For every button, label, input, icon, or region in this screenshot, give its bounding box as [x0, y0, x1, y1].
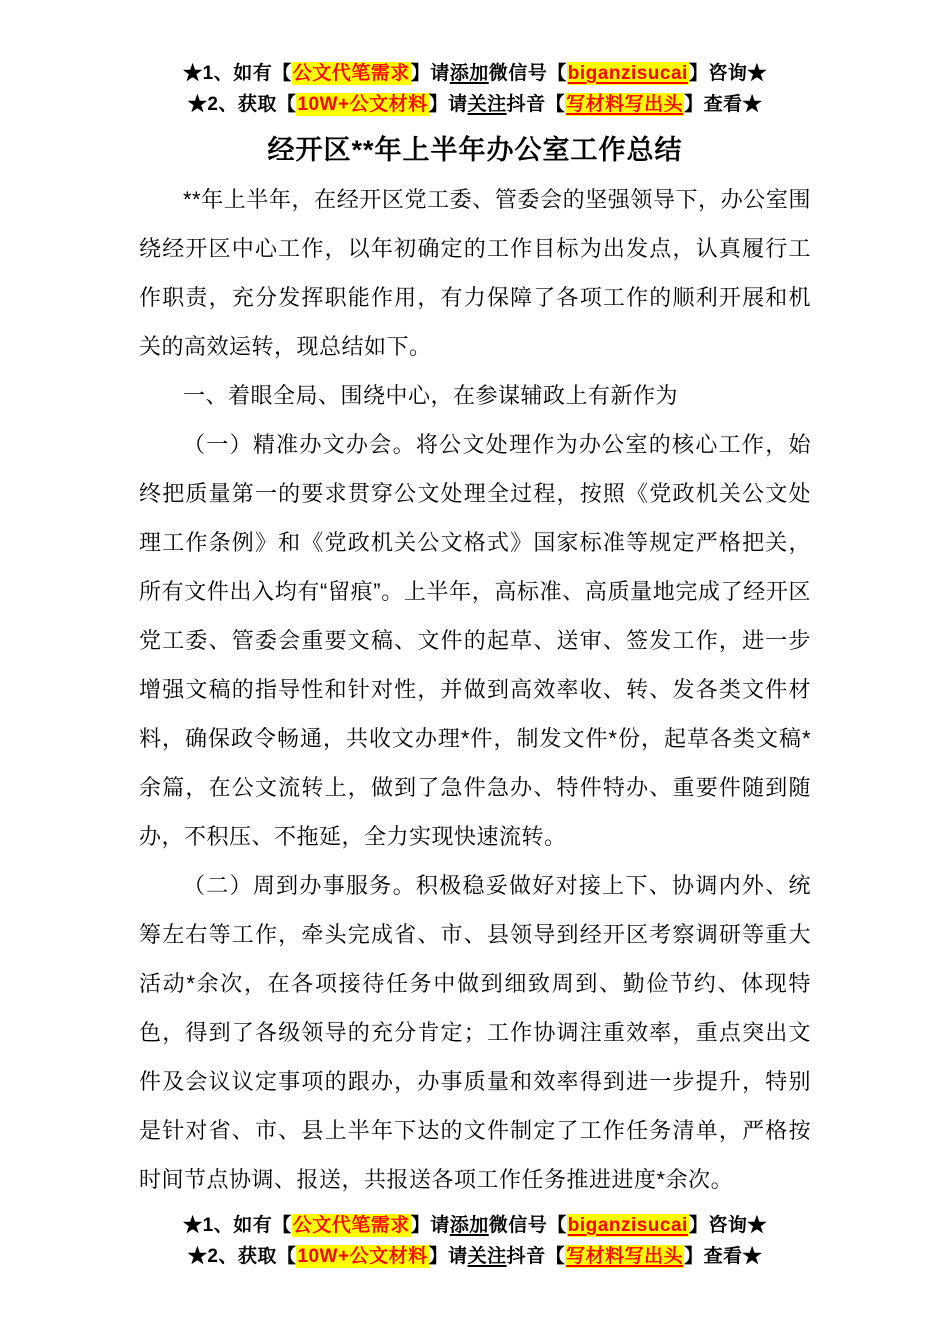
- promo-text: ★2、获取【: [187, 94, 297, 115]
- promo-text: 微信号【: [488, 63, 567, 84]
- wechat-id: biganzisucai: [567, 63, 688, 84]
- promo-text: 】查看★: [684, 1246, 763, 1267]
- douyin-account: 写材料写出头: [566, 94, 684, 115]
- promo-text: 】咨询★: [688, 1215, 767, 1236]
- promo-footer-line-2: [0, 1241, 950, 1272]
- promo-text: ★1、如有【: [183, 63, 292, 84]
- promo-text: ★2、获取【: [187, 1246, 297, 1267]
- promo-highlight-materials: 10W+公文材料: [297, 94, 428, 115]
- promo-underline-add: 添加: [449, 63, 489, 84]
- section-heading-1: 一、着眼全局、围绕中心，在参谋辅政上有新作为: [183, 383, 679, 408]
- promo-text: ★1、如有【: [183, 1215, 292, 1236]
- paragraph-1-2: （二）周到办事服务。积极稳妥做好对接上下、协调内外、统筹左右等工作，牵头完成省、市、县领导到经开区考察调研等重大活动*余次，在各项接待任务中做到细致周到、勤俭节约、体现特色，得到了各级领导的充分肯定；工作协调注重效率，重点突出文件及会议议定事项的跟办，办事质量和效率得到进一步提升，特别是针对省、市、县上半年下达的文件制定了工作任务清单，严格按时间节点协调、报送，共报送各项工作任务推进进度*余次。: [139, 873, 811, 1192]
- paragraph-1-1: （一）精准办文办会。将公文处理作为办公室的核心工作，始终把质量第一的要求贯穿公文处理全过程，按照《党政机关公文处理工作条例》和《党政机关公文格式》国家标准等规定严格把关，所有文件出入均有“留痕”。上半年，高标准、高质量地完成了经开区党工委、管委会重要文稿、文件的起草、送审、签发工作，进一步增强文稿的指导性和针对性，并做到高效率收、转、发各类文件材料，确保政令畅通，共收文办理*件，制发文件*份，起草各类文稿*余篇，在公文流转上，做到了急件急办、特件特办、重要件随到随办，不积压、不拖延，全力实现快速流转。: [139, 432, 811, 849]
- promo-text: 抖音【: [506, 1246, 566, 1267]
- promo-footer: [0, 1210, 950, 1272]
- wechat-id: biganzisucai: [567, 1215, 688, 1236]
- promo-text: 】请: [410, 1215, 450, 1236]
- promo-footer-line-1: [0, 1210, 950, 1241]
- document-title: 经开区**年上半年办公室工作总结: [267, 135, 683, 165]
- promo-text: 】请: [428, 94, 468, 115]
- promo-underline-follow: 关注: [467, 94, 507, 115]
- promo-text: 抖音【: [506, 94, 566, 115]
- promo-text: 】咨询★: [688, 63, 767, 84]
- promo-underline-follow: 关注: [467, 1246, 507, 1267]
- promo-text: 微信号【: [488, 1215, 567, 1236]
- douyin-account: 写材料写出头: [566, 1246, 684, 1267]
- promo-highlight-service: 公文代笔需求: [292, 63, 410, 84]
- paragraph-intro: **年上半年，在经开区党工委、管委会的坚强领导下，办公室围绕经开区中心工作，以年初确定的工作目标为出发点，认真履行工作职责，充分发挥职能作用，有力保障了各项工作的顺利开展和机关的高效运转，现总结如下。: [139, 187, 811, 359]
- promo-underline-add: 添加: [449, 1215, 489, 1236]
- promo-header-line-2: [0, 89, 950, 120]
- promo-highlight-service: 公文代笔需求: [292, 1215, 410, 1236]
- promo-header-line-1: [0, 58, 950, 89]
- promo-header: [0, 0, 950, 120]
- promo-highlight-materials: 10W+公文材料: [297, 1246, 428, 1267]
- promo-text: 】查看★: [684, 94, 763, 115]
- document-body: [139, 175, 811, 1204]
- promo-text: 】请: [410, 63, 450, 84]
- promo-text: 】请: [428, 1246, 468, 1267]
